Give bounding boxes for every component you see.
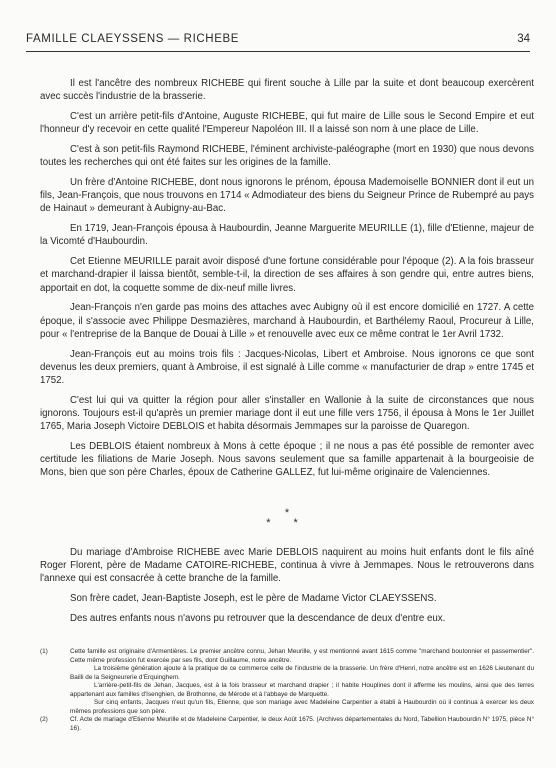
paragraph: Son frère cadet, Jean-Baptiste Joseph, est le père de Madame Victor CLAEYSSENS. <box>70 592 437 604</box>
footnote-subparagraph: L'arrière-petit-fils de Jehan, Jacques, est à la fois brasseur et marchand drapier ; il habite Houplines dont il afferme les moulins, ainsi que des terres appartenant aux familles d'Isenghien, de Brothonne, de Mérode et à l'abbaye de Marquette. <box>70 682 534 698</box>
separator-stars: * * <box>266 516 308 529</box>
paragraph: Jean-François eut au moins trois fils : Jacques-Nicolas, Libert et Ambroise. Nous ignorons ce que sont devenus les deux premiers, quant à Ambroise, il est signalé à Lille comme « manufacturier de drap » entre 1745 et 1752. <box>40 348 534 387</box>
paragraph: Du mariage d'Ambroise RICHEBE avec Marie DEBLOIS naquirent au moins huit enfants dont le fils aîné Roger Florent, père de Madame CATOIRE-RICHEBE, continua à vivre à Jemmapes. Nous le retrouverons dans l'annexe qui est consacrée à cette branche de la famille. <box>40 546 534 585</box>
header-rule <box>26 51 530 52</box>
paragraph: En 1719, Jean-François épousa à Haubourdin, Jeanne Marguerite MEURILLE (1), fille d'Etienne, majeur de la Vicomté d'Haubourdin. <box>40 223 534 248</box>
footnotes <box>40 648 534 733</box>
footnote <box>40 716 534 733</box>
footnote-subparagraph: La troisième génération ajoute à la pratique de ce commerce celle de l'industrie de la brasserie. Un frère d'Henri, notre ancêtre est en 1626 Lieutenant du Bailli de la Seigneurerie d'Erquinghem. <box>70 665 534 681</box>
paragraph: Les DEBLOIS étaient nombreux à Mons à cette époque ; il ne nous a pas été possible de remonter avec certitude les filiations de Marie Joseph. Nous savons seulement que sa famille appartenait à la bourgeoisie de Mons, bien que son père Charles, époux de Catherine GALLEZ, fut lui-même originaire de Valenciennes. <box>40 441 534 479</box>
footnote-text: Cf. Acte de mariage d'Etienne Meurille et de Madeleine Carpentier, le deux Août 1675. (Archives départementales du Nord, Tabellion Haubourdin N° 1975, pièce N° 16). <box>70 716 534 732</box>
running-title: FAMILLE CLAEYSSENS — RICHEBE <box>26 33 240 45</box>
paragraph: C'est à son petit-fils Raymond RICHEBE, l'éminent archiviste-paléographe (mort en 1930) que nous devons toutes les recherches qui ont été faites sur les origines de la famille. <box>40 144 534 169</box>
paragraph: C'est lui qui va quitter la région pour aller s'installer en Wallonie à la suite de circonstances que nous ignorons. Toujours est-il qu'après un premier mariage dont il eut une fille vers 1756, il épousa à Mons le 1er Juillet 1765, Maria Joseph Victoire DEBLOIS et habita désormais Jemmapes sur la paroisse de Quaregon. <box>40 394 534 433</box>
footnote-subparagraph: Sur cinq enfants, Jacques n'eut qu'un fils, Etienne, que son mariage avec Madeleine Carpentier a établi à Haubourdin où il continua à exercer les deux mêmes professions que son père. <box>70 699 534 715</box>
page-number: 34 <box>517 33 530 45</box>
page-header <box>26 33 530 47</box>
paragraph: Il est l'ancêtre des nombreux RICHEBE qui firent souche à Lille par la suite et dont beaucoup exercèrent avec succès l'industrie de la brasserie. <box>40 78 534 103</box>
paragraph: Un frère d'Antoine RICHEBE, dont nous ignorons le prénom, épousa Mademoiselle BONNIER dont il eut un fils, Jean-François, que nous trouvons en 1714 « Admodiateur des biens du Seigneur Prince de Rubempré au pays de Hainaut » demeurant à Aubigny-au-Bac. <box>40 177 534 215</box>
footnote-text: Cette famille est originaire d'Armentières. Le premier ancêtre connu, Jehan Meurille, y est mentionné avant 1615 comme "marchand boutonnier et passementier". Cette même profession fut exercée par ses fils, dont Guillaume, notre ancêtre. <box>70 648 534 664</box>
paragraph: C'est un arrière petit-fils d'Antoine, Auguste RICHEBE, qui fut maire de Lille sous le Second Empire et eut l'honneur d'y recevoir en cette qualité l'Empereur Napoléon III. Il a laissé son nom à une place de Lille. <box>40 111 534 136</box>
footnote-number: (1) <box>40 648 48 655</box>
paragraph: Des autres enfants nous n'avons pu retrouver que la descendance de deux d'entre eux. <box>70 612 446 624</box>
footnote-number: (2) <box>40 716 48 723</box>
main-text <box>40 77 534 625</box>
paragraph: Cet Etienne MEURILLE parait avoir disposé d'une fortune considérable pour l'époque (2). A la fois brasseur et marchand-drapier il laissa bientôt, semble-t-il, la direction de ses affaires à son gendre qui, entre autres biens, apportait en dot, la coquette somme de dix-neuf mille livres. <box>40 256 534 294</box>
footnote <box>40 648 534 716</box>
section-separator <box>40 508 534 528</box>
paragraph: Jean-François n'en garde pas moins des attaches avec Aubigny où il est encore domicilié en 1727. A cette époque, il s'associe avec Philippe Desmazières, marchand à Haubourdin, et Barthélemy Raoul, Procureur à Lille, pour « l'entreprise de la Banque de Douai à Lille » et renouvelle avec eux ce même contrat le 1er Avril 1732. <box>40 302 534 340</box>
separator-star: * <box>284 506 290 519</box>
